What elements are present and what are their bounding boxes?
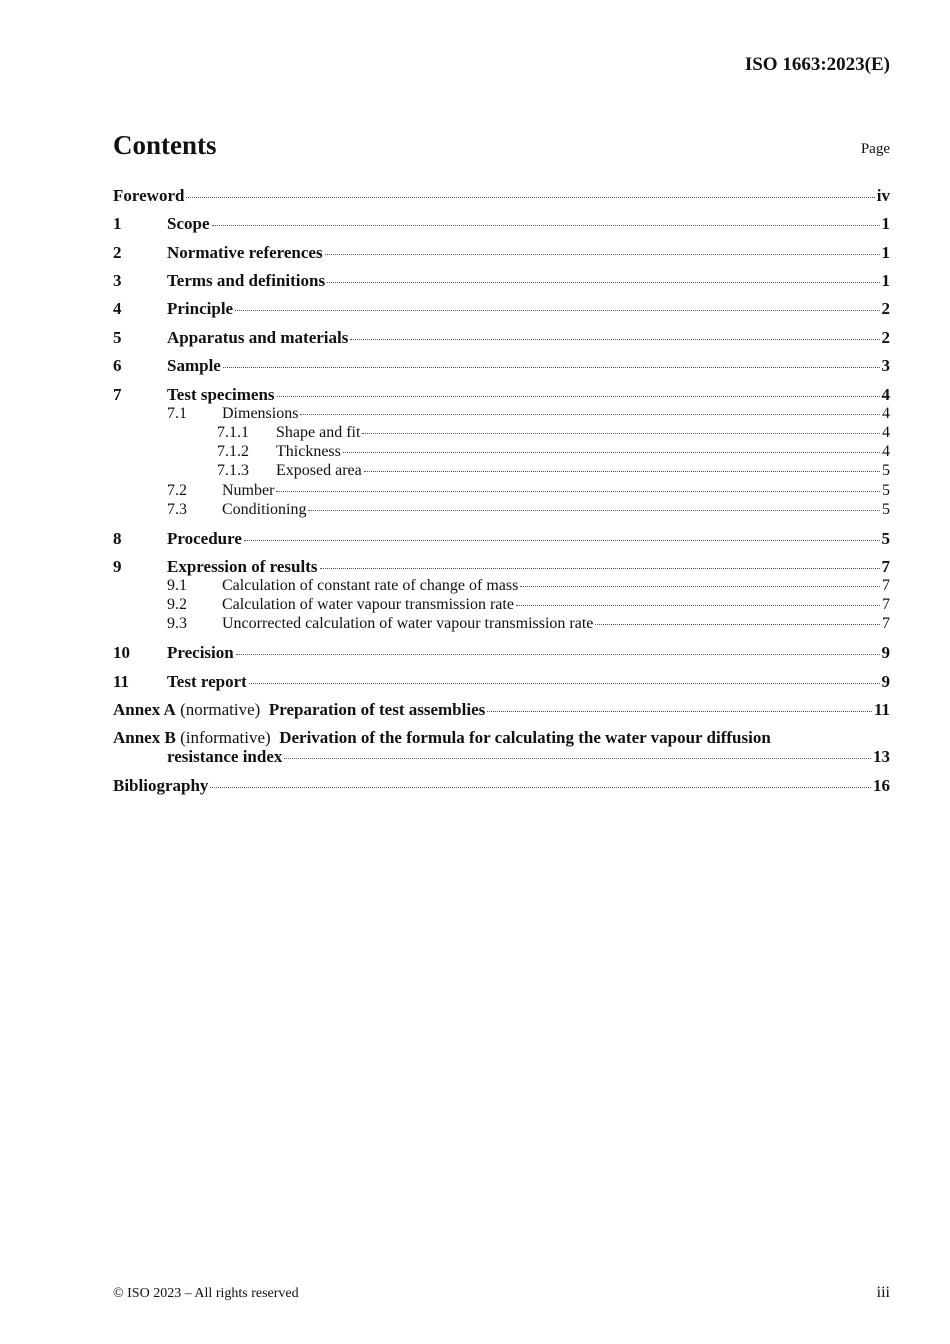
toc-entry-number: 7 <box>113 385 122 404</box>
toc-entry-title: Preparation of test assemblies <box>268 700 486 719</box>
toc-entry[interactable] <box>167 596 890 614</box>
page-column-label: Page <box>860 141 890 157</box>
toc-entry-page: iv <box>876 186 890 205</box>
toc-entry[interactable] <box>113 186 890 206</box>
toc-entry-title: Scope <box>167 214 210 233</box>
toc-entry-page: 2 <box>881 299 890 318</box>
toc-entry[interactable] <box>113 557 890 577</box>
toc-entry-page: 2 <box>881 328 890 347</box>
leader-dots <box>327 282 879 283</box>
toc-entry-title: Apparatus and materials <box>167 328 349 347</box>
annex-qualifier: (informative) <box>180 728 271 747</box>
toc-entry[interactable] <box>113 643 890 663</box>
toc-entry-title: Number <box>222 482 275 499</box>
leader-dots <box>235 310 879 311</box>
leader-dots <box>362 433 880 434</box>
leader-dots <box>284 758 871 759</box>
toc-entry[interactable] <box>217 424 890 442</box>
toc-entry[interactable] <box>167 577 890 595</box>
toc-entry-number: 9.3 <box>167 615 187 632</box>
annex-prefix: Annex A <box>113 700 176 719</box>
leader-dots <box>186 197 874 198</box>
toc-entry-page: 7 <box>882 596 890 613</box>
toc-entry-title: Thickness <box>276 443 341 460</box>
toc-entry-title: Precision <box>167 643 234 662</box>
toc-entry-number: 7.2 <box>167 482 187 499</box>
toc-entry-number: 5 <box>113 328 122 347</box>
toc-entry[interactable] <box>113 214 890 234</box>
leader-dots <box>249 683 880 684</box>
toc-entry-number: 11 <box>113 672 130 691</box>
toc-entry-title: Terms and definitions <box>167 271 326 290</box>
toc-entry-title: Normative references <box>167 243 323 262</box>
toc-entry-title: Expression of results <box>167 557 318 576</box>
toc-entry[interactable] <box>113 328 890 348</box>
leader-dots <box>308 510 880 511</box>
toc-entry-title: Exposed area <box>276 462 362 479</box>
toc-entry-number: 7.1 <box>167 405 187 422</box>
toc-entry-page: 1 <box>881 271 890 290</box>
leader-dots <box>595 624 880 625</box>
leader-dots <box>320 568 880 569</box>
leader-dots <box>244 540 880 541</box>
toc-entry-number: 1 <box>113 214 122 233</box>
toc-entry[interactable] <box>113 271 890 291</box>
toc-entry-number: 6 <box>113 356 122 375</box>
toc-entry[interactable] <box>113 299 890 319</box>
toc-entry-page: 1 <box>881 243 890 262</box>
toc-entry-title: Calculation of water vapour transmission rate <box>222 596 514 613</box>
toc-entry-number: 7.1.1 <box>217 424 249 441</box>
toc-entry-number: 10 <box>113 643 130 662</box>
leader-dots <box>364 471 880 472</box>
toc-entry[interactable] <box>113 356 890 376</box>
toc-entry-annex-a[interactable] <box>113 700 890 720</box>
toc-entry[interactable] <box>113 529 890 549</box>
toc-entry-title: Dimensions <box>222 405 299 422</box>
toc-entry-page: 5 <box>882 482 890 499</box>
toc-entry-page: 4 <box>881 385 890 404</box>
toc-entry-page: 13 <box>873 747 890 766</box>
toc-entry[interactable] <box>167 482 890 500</box>
toc-entry[interactable] <box>217 462 890 480</box>
toc-entry[interactable] <box>217 443 890 461</box>
toc-entry-title: Test report <box>167 672 247 691</box>
toc-entry-number: 9.2 <box>167 596 187 613</box>
toc-entry-page: 11 <box>873 700 890 719</box>
toc-entry-number: 4 <box>113 299 122 318</box>
toc-entry-title: Foreword <box>113 186 185 205</box>
leader-dots <box>487 711 872 712</box>
toc-entry-title: Derivation of the formula for calculating the water vapour diffusion <box>279 728 771 747</box>
toc-entry-number: 2 <box>113 243 122 262</box>
page-number: iii <box>876 1284 890 1301</box>
toc-entry-page: 4 <box>882 424 890 441</box>
toc-entry-page: 9 <box>881 672 890 691</box>
toc-entry-number: 8 <box>113 529 122 548</box>
leader-dots <box>212 225 880 226</box>
toc-entry[interactable] <box>113 243 890 263</box>
toc-entry-title: Procedure <box>167 529 242 548</box>
toc-entry-page: 5 <box>882 462 890 479</box>
leader-dots <box>343 452 880 453</box>
annex-qualifier: (normative) <box>180 700 261 719</box>
toc-entry-annex-b[interactable] <box>113 728 890 748</box>
leader-dots <box>325 254 880 255</box>
toc-entry[interactable] <box>113 672 890 692</box>
page-title: Contents <box>113 130 217 160</box>
toc-entry-title-continued: resistance index <box>167 747 283 766</box>
toc-entry-title: Principle <box>167 299 234 318</box>
toc-entry-page: 5 <box>881 529 890 548</box>
toc-entry-page: 7 <box>881 557 890 576</box>
copyright-footer: © ISO 2023 – All rights reserved <box>113 1286 299 1301</box>
toc-entry-number: 9 <box>113 557 122 576</box>
leader-dots <box>236 654 880 655</box>
toc-entry-number: 7.1.2 <box>217 443 249 460</box>
leader-dots <box>300 414 880 415</box>
leader-dots <box>516 605 880 606</box>
annex-prefix: Annex B <box>113 728 176 747</box>
leader-dots <box>277 396 880 397</box>
toc-entry-bibliography[interactable] <box>113 776 890 796</box>
toc-entry[interactable] <box>167 501 890 519</box>
toc-entry-title: Calculation of constant rate of change of mass <box>222 577 519 594</box>
toc-entry-page: 9 <box>881 643 890 662</box>
toc-entry-annex-b-continued[interactable] <box>167 747 890 767</box>
toc-entry-title: Sample <box>167 356 221 375</box>
toc-entry-page: 16 <box>873 776 890 795</box>
toc-entry-number: 7.3 <box>167 501 187 518</box>
toc-entry-page: 7 <box>882 577 890 594</box>
toc-entry[interactable] <box>167 615 890 633</box>
toc-entry-number: 9.1 <box>167 577 187 594</box>
toc-entry-title: Shape and fit <box>276 424 361 441</box>
toc-entry[interactable] <box>113 385 890 405</box>
leader-dots <box>210 787 871 788</box>
toc-entry-page: 3 <box>881 356 890 375</box>
leader-dots <box>520 586 880 587</box>
toc-entry-title: Bibliography <box>113 776 209 795</box>
toc-entry-page: 1 <box>881 214 890 233</box>
toc-entry-page: 5 <box>882 501 890 518</box>
toc-entry[interactable] <box>167 405 890 423</box>
leader-dots <box>223 367 880 368</box>
toc-entry-title: Uncorrected calculation of water vapour transmission rate <box>222 615 594 632</box>
document-id-header: ISO 1663:2023(E) <box>744 54 890 75</box>
toc-entry-number: 7.1.3 <box>217 462 249 479</box>
toc-entry-page: 4 <box>882 405 890 422</box>
toc-entry-title: Test specimens <box>167 385 275 404</box>
toc-entry-page: 7 <box>882 615 890 632</box>
leader-dots <box>350 339 879 340</box>
toc-entry-page: 4 <box>882 443 890 460</box>
toc-entry-number: 3 <box>113 271 122 290</box>
leader-dots <box>276 491 880 492</box>
toc-entry-title: Conditioning <box>222 501 307 518</box>
